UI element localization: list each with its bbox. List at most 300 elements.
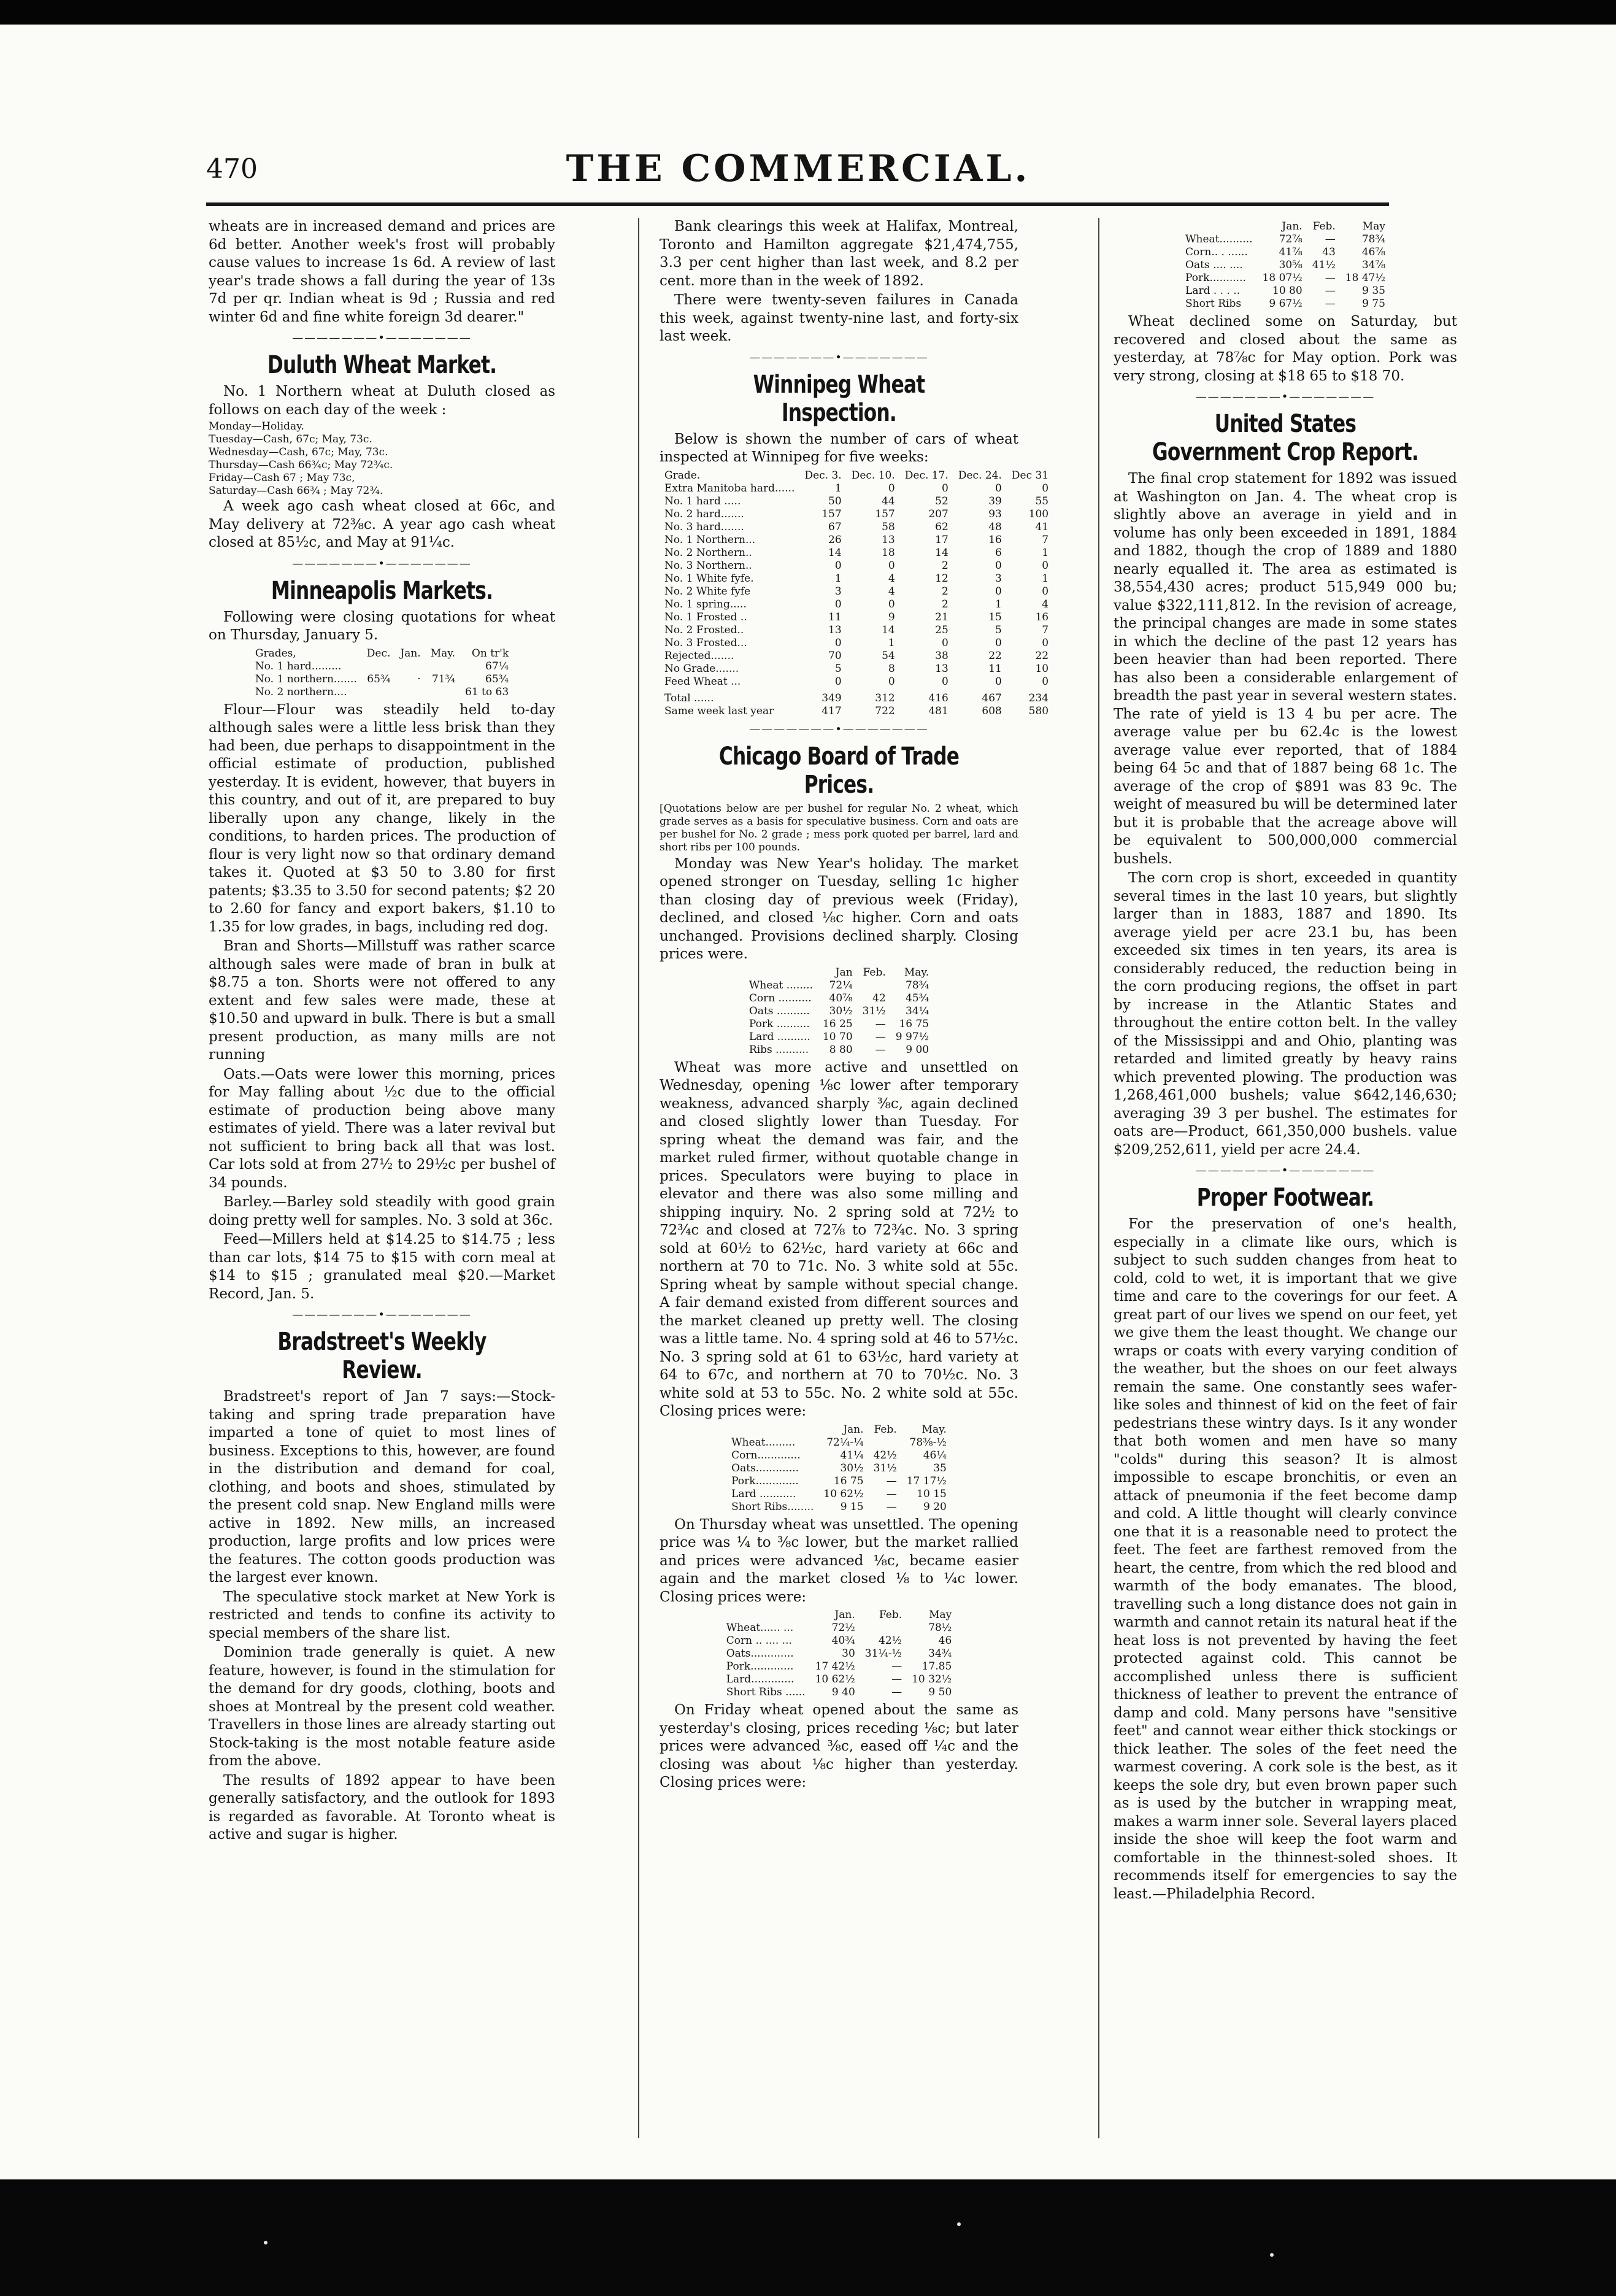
chicago-friday: On Friday wheat opened about the same as yesterday's closing, prices receding ⅛c; but later prices were advanced ⅜c, eased off ¼c and the closing was about ⅛c higher than yesterday. Closing prices were: (660, 1702, 1018, 1790)
scan-speck (264, 2241, 267, 2244)
table-cell (362, 660, 396, 673)
table-cell: 1 (995, 598, 1002, 611)
table-cell: 13 (882, 533, 895, 546)
table-cell: 0 (888, 598, 895, 611)
table-cell: 349 (821, 691, 842, 704)
column-header: On tr'k (471, 647, 509, 660)
table-cell: 417 (821, 704, 842, 717)
column-header: Jan. (843, 1423, 864, 1436)
table-cell: 39 (988, 495, 1002, 507)
table-cell: Feed Wheat ... (664, 675, 741, 688)
table-cell: Corn.. . ...... (1185, 246, 1248, 258)
table-row (1180, 285, 1390, 298)
table-cell: 8 80 (829, 1043, 853, 1056)
table-cell: 18 47½ (1345, 272, 1385, 284)
intro-paragraph: wheats are in increased demand and prices are 6d better. Another week's frost will probably cause values to increase 1s 6d. A review of last year's trade shows a fall during the year of 13s 7d per qr. Indian wheat is 9d ; Russia and red winter 6d and fine white foreign 3d dearer." (209, 218, 555, 325)
table-cell: No. 1 Northern... (664, 533, 756, 546)
table-cell: 0 (834, 636, 842, 649)
table-cell: 93 (988, 507, 1002, 520)
table-cell: 580 (1028, 704, 1049, 717)
table-row (726, 1475, 952, 1488)
table-row (726, 1436, 952, 1449)
table-cell: 61 to 63 (465, 685, 509, 698)
table-cell: 10 32½ (912, 1673, 952, 1685)
column-header (721, 1609, 810, 1622)
table-cell: 157 (821, 507, 842, 520)
table-row (250, 686, 514, 699)
table-cell: 30½ (829, 1004, 853, 1017)
table-cell: Short Ribs........ (731, 1500, 814, 1513)
table-row (660, 663, 1053, 676)
column-header: Feb. (1312, 220, 1336, 233)
table-cell: 31½ (862, 1004, 886, 1017)
table-row (744, 992, 934, 1005)
table-cell: 13 (935, 662, 948, 675)
bradstreet-paragraph: Dominion trade generally is quiet. A new feature, however, is found in the stimulation for the demand for dry goods, clothing, boots and shoes at Montreal by the present cold weather. Travellers in those lines are already starting out Stock-taking is the most notable feature aside from the above. (209, 1644, 555, 1769)
table-cell: 16 75 (833, 1474, 864, 1487)
table-cell: 65¾ (367, 672, 391, 685)
column-left (209, 218, 555, 2173)
column-header: Feb. (874, 1423, 897, 1436)
table-cell: 72¼ (829, 979, 853, 992)
table-cell: 62 (935, 520, 948, 533)
crop-paragraph: The final crop statement for 1892 was issued at Washington on Jan. 4. The wheat crop is slightly above an average in yield and in volume has only been exceeded in 1891, 1884 and 1882, though the crop of 1889 and 1880 nearly equalled it. The area as estimated is 38,554,430 acres; product 515,949 000 bu; value $322,111,812. In the revision of acreage, the principal changes are made in some states in which the decline of the past 12 years has been heavier than had been reported. There has also been a considerable enlargement of breadth the past year in several western states. The rate of yield is 13 4 bu per acre. The average value per bu 62.4c is the lowest average value ever reported, that of 1884 being 64 5c and that of 1887 being 68 1c. The average of the crop of $891 was 83 9c. The weight of measured bu will be determined later but it is probable that the acreage above will be equivalent to 500,000,000 commercial bushels. (1114, 471, 1457, 867)
table-row (660, 624, 1053, 637)
table-cell (426, 686, 460, 699)
table-cell: 40⅞ (829, 992, 853, 1004)
minneapolis-lead: Following were closing quotations for wheat on Thursday, January 5. (209, 609, 555, 643)
table-cell: 0 (941, 675, 948, 688)
table-cell: 16 (1035, 611, 1049, 623)
table-row (660, 495, 1053, 508)
section-ornament (660, 722, 1018, 738)
table-cell: 78¾ (906, 979, 929, 992)
table-cell: — (1325, 298, 1336, 310)
table-cell: 0 (1042, 675, 1049, 688)
column-header: May (929, 1609, 952, 1621)
column-header: May (1362, 220, 1385, 233)
table-cell: 0 (1042, 559, 1049, 572)
table-cell: Oats .......... (748, 1004, 810, 1017)
table-cell: Oats .... .... (1185, 259, 1243, 271)
failures-paragraph: There were twenty-seven failures in Canada this week, against twenty-nine last, and forty-six last week. (660, 292, 1018, 344)
table-cell (869, 1436, 902, 1449)
table-cell: 1 (834, 572, 842, 585)
table-cell: 72⅞ (1279, 233, 1302, 245)
table-row (660, 482, 1053, 495)
barley-paragraph: Barley.—Barley sold steadily with good grain doing pretty well for samples. No. 3 sold at 36c. (209, 1194, 555, 1228)
table-cell: 2 (941, 585, 948, 598)
table-row (660, 598, 1053, 611)
table-cell: Ribs .......... (748, 1043, 809, 1056)
table-cell: 38 (935, 649, 948, 662)
table-cell: Same week last year (664, 704, 774, 717)
table-cell: No. 2 northern.... (255, 685, 347, 698)
table-cell: No. 3 Northern.. (664, 559, 752, 572)
table-row (660, 534, 1053, 547)
table-cell: — (886, 1474, 897, 1487)
column-header: Grades, (255, 647, 296, 660)
table-cell: 6 (995, 546, 1002, 559)
table-cell: Corn .......... (748, 992, 812, 1004)
table-row (660, 705, 1053, 718)
table-cell: 9 97½ (895, 1030, 929, 1043)
table-cell: 3 (834, 585, 842, 598)
table-cell: 31½ (873, 1462, 897, 1474)
table-cell: 9 00 (906, 1043, 929, 1056)
table-cell: 46¼ (923, 1449, 947, 1462)
table-cell: 4 (1042, 598, 1049, 611)
table-cell (395, 686, 425, 699)
column-header: Dec. 17. (904, 469, 948, 482)
duluth-close: A week ago cash wheat closed at 66c, and May delivery at 72⅜c. A year ago cash wheat closed at 85½c, and May at 91¼c. (209, 498, 555, 550)
table-cell: 11 (988, 662, 1002, 675)
duluth-daily-list (209, 420, 555, 498)
table-cell: 44 (882, 495, 895, 507)
table-cell: Pork .......... (748, 1017, 810, 1030)
table-cell: No Grade....... (664, 662, 739, 675)
table-cell: 67¼ (485, 660, 509, 672)
table-cell: 4 (888, 572, 895, 585)
table-cell: 10 62½ (815, 1673, 855, 1685)
table-cell: 14 (882, 623, 895, 636)
scan-top-border (0, 0, 1616, 25)
table-cell: No. 3 hard....... (664, 520, 744, 533)
section-ornament (660, 350, 1018, 366)
table-cell: 35 (933, 1462, 947, 1474)
table-cell: 17.85 (922, 1660, 952, 1673)
column-divider (638, 218, 639, 2138)
table-cell: Corn .. .... ... (726, 1635, 792, 1647)
table-cell: Lard............. (726, 1673, 795, 1685)
table-cell: 0 (995, 636, 1002, 649)
table-cell: 0 (995, 675, 1002, 688)
table-cell: 45¾ (906, 992, 929, 1004)
table-cell: 17 42½ (815, 1660, 855, 1673)
table-header-row (744, 966, 934, 979)
table-cell (858, 979, 891, 992)
table-row (721, 1673, 957, 1686)
friday-prices-table (1180, 220, 1390, 310)
table-cell: 70 (828, 649, 842, 662)
list-item: Friday—Cash 67 ; May 73c, (209, 472, 355, 484)
table-cell: No. 1 hard ..... (664, 495, 741, 507)
table-row (250, 660, 514, 673)
table-header-row (1180, 220, 1390, 233)
table-row (1180, 259, 1390, 272)
table-cell: 17 (935, 533, 948, 546)
table-cell: 46 (938, 1635, 952, 1647)
table-cell: 0 (888, 675, 895, 688)
minneapolis-heading: Minneapolis Markets. (271, 576, 493, 605)
column-divider (1098, 218, 1099, 2138)
table-cell (426, 660, 460, 673)
table-row (660, 572, 1053, 585)
table-cell: No. 2 Frosted.. (664, 623, 744, 636)
table-header-row (250, 647, 514, 660)
table-cell: 42 (872, 992, 886, 1004)
table-cell: 65¾ (485, 672, 509, 685)
table-row (660, 688, 1053, 705)
table-cell: 78⅜-½ (909, 1436, 947, 1449)
table-row (660, 676, 1053, 688)
table-cell: 12 (935, 572, 948, 585)
table-cell: 10 80 (1272, 285, 1302, 297)
table-cell: 0 (834, 559, 842, 572)
bank-clearings-paragraph: Bank clearings this week at Halifax, Montreal, Toronto and Hamilton aggregate $21,474,755, 3.3 per cent higher than last week, and 8.2 per cent. more than in the week of 1892. (660, 218, 1018, 289)
table-cell: 0 (941, 482, 948, 495)
column-header: Dec. 3. (804, 469, 842, 482)
chicago-monday: Monday was New Year's holiday. The market opened stronger on Tuesday, selling 1c higher than closing day of previous week (Friday), declined, and closed ⅛c higher. Corn and oats unchanged. Provisions declined sharply. Closing prices were. (660, 855, 1018, 962)
masthead-title: THE COMMERCIAL. (566, 147, 1031, 190)
table-cell: Wheat......... (731, 1436, 796, 1449)
table-cell: 48 (988, 520, 1002, 533)
table-cell: 9 (888, 611, 895, 623)
table-cell: 5 (995, 623, 1002, 636)
table-row (744, 1018, 934, 1031)
table-cell: Short Ribs ...... (726, 1686, 806, 1698)
table-cell: 11 (828, 611, 842, 623)
column-header: Jan. (1282, 220, 1302, 233)
table-cell: 0 (888, 559, 895, 572)
chicago-prices-table (744, 966, 934, 1057)
table-cell: 34¾ (928, 1647, 952, 1660)
table-cell: 43 (1322, 246, 1336, 258)
section-ornament (209, 1307, 555, 1323)
table-cell: 10 15 (917, 1487, 947, 1500)
table-cell: 9 15 (840, 1500, 864, 1513)
table-cell: Pork............. (726, 1660, 794, 1673)
table-cell: 0 (941, 636, 948, 649)
table-cell: 67 (828, 520, 842, 533)
table-cell: 10 (1035, 662, 1049, 675)
table-cell: 58 (882, 520, 895, 533)
table-cell: — (891, 1673, 902, 1685)
table-cell (395, 660, 425, 673)
table-cell: 52 (935, 495, 948, 507)
table-cell: — (875, 1030, 886, 1043)
table-cell: Lard . . . .. (1185, 285, 1241, 297)
winnipeg-heading: Winnipeg Wheat Inspection. (753, 370, 925, 427)
table-cell: — (886, 1487, 897, 1500)
scan-bottom-border (0, 2179, 1616, 2296)
table-cell: — (875, 1017, 886, 1030)
table-cell: — (1325, 272, 1336, 284)
duluth-heading: Duluth Wheat Market. (267, 351, 497, 379)
table-cell: 608 (982, 704, 1002, 717)
table-cell: No. 3 Frosted... (664, 636, 747, 649)
table-cell: 50 (828, 495, 842, 507)
table-cell: 0 (834, 598, 842, 611)
table-cell: 78¾ (1361, 233, 1385, 245)
table-cell: 722 (875, 704, 895, 717)
table-cell: Oats............. (731, 1462, 799, 1474)
table-row (660, 521, 1053, 534)
table-row (660, 585, 1053, 598)
table-cell: 55 (1035, 495, 1049, 507)
table-cell: 46⅞ (1361, 246, 1385, 258)
table-row (744, 1005, 934, 1018)
page-header (206, 147, 1390, 202)
table-cell: 3 (995, 572, 1002, 585)
table-cell: 17 17½ (906, 1474, 947, 1487)
table-cell: 22 (988, 649, 1002, 662)
table-cell: 1 (1042, 572, 1049, 585)
winnipeg-lead: Below is shown the number of cars of wheat inspected at Winnipeg for five weeks: (660, 431, 1018, 465)
section-ornament (1114, 1163, 1457, 1179)
chicago-note: [Quotations below are per bushel for regular No. 2 wheat, which grade serves as a basis for speculative business. Corn and oats are per bushel for No. 2 grade ; mess pork quoted per barrel, lard and short ribs per 100 pounds. (660, 802, 1018, 853)
table-cell: 9 75 (1362, 298, 1385, 310)
chicago-wednesday: Wheat was more active and unsettled on Wednesday, opening ⅛c lower after temporary weakness, advanced sharply ⅜c, again declined and closed slightly lower than Tuesday. For spring wheat the demand was fair, and the market ruled firmer, without quotable change in prices. Speculators were buying to place in elevator and there was also some milling and shipping inquiry. No. 2 spring sold at 72½ to 72¾c and closed at 72⅞ to 72¾c. No. 3 spring sold at 60½ to 62½c, hard variety at 66c and northern at 70 to 71c. No. 3 white sold at 55c. Spring wheat by sample without special change. A fair demand existed from different sources and the market cleaned up pretty well. The closing was a little tame. No. 4 spring sold at 46 to 57½c. No. 3 spring sold at 61 to 63½c, hard variety at 64 to 67c, and northern at 70 to 70½c. No. 3 white sold at 53 to 55c. No. 2 white sold at 55c. Closing prices were: (660, 1059, 1018, 1419)
table-cell: 14 (935, 546, 948, 559)
table-cell: · (417, 672, 421, 685)
flour-paragraph: Flour—Flour was steadily held to-day although sales were a little less brisk than they had been, due perhaps to disappointment in the official estimate of production, published yesterday. It is evident, however, that buyers in this country, and out of it, are prepared to buy liberally upon any change, likely in the conditions, to harden prices. The production of flour is very light now so that ordinary demand takes it. Quoted at $3 50 to 3.80 for first patents; $3.35 to 3.50 for second patents; $2 20 to 2.60 for fancy and export bakers, $1.10 to 1.35 for low grades, in bags, including red dog. (209, 701, 555, 935)
table-cell: Extra Manitoba hard...... (664, 482, 795, 495)
column-header: Feb. (879, 1609, 902, 1621)
table-cell: 41⅞ (1279, 246, 1302, 258)
table-cell: 7 (1042, 533, 1049, 546)
table-cell: Wheat...... ... (726, 1622, 794, 1634)
table-cell: 41 (1035, 520, 1049, 533)
table-cell: 9 67½ (1269, 298, 1302, 310)
table-cell: — (875, 1043, 886, 1056)
table-row (660, 611, 1053, 624)
winnipeg-inspection-table (660, 469, 1053, 718)
table-cell (362, 686, 396, 699)
column-header: Dec. (366, 647, 391, 660)
table-row (660, 650, 1053, 663)
table-cell: Pork........... (1185, 272, 1246, 284)
table-cell: Pork............. (731, 1474, 799, 1487)
list-item: Monday—Holiday. (209, 420, 304, 433)
table-cell: 26 (828, 533, 842, 546)
table-cell: 41½ (1312, 259, 1336, 271)
table-cell: 416 (928, 691, 948, 704)
table-cell: 13 (828, 623, 842, 636)
table-cell: Wheat.......... (1185, 233, 1253, 245)
table-row (726, 1449, 952, 1462)
chicago-thursday: On Thursday wheat was unsettled. The opening price was ¼ to ⅜c lower, but the market rallied and prices were advanced ⅛c, became easier again and the market closed ⅛ to ¼c lower. Closing prices were: (660, 1516, 1018, 1605)
table-row (1180, 233, 1390, 246)
table-cell: 100 (1028, 507, 1049, 520)
table-cell: 54 (882, 649, 895, 662)
column-header: Jan. (834, 1609, 855, 1621)
table-cell: 30 (842, 1647, 855, 1660)
table-row (721, 1635, 957, 1647)
table-cell: Rejected....... (664, 649, 734, 662)
column-header: Dec. 10. (851, 469, 895, 482)
table-row (721, 1686, 957, 1699)
table-cell: 0 (1042, 636, 1049, 649)
bradstreet-heading: Bradstreet's Weekly Review. (277, 1328, 487, 1384)
section-ornament (1114, 389, 1457, 405)
table-cell: 0 (888, 482, 895, 495)
list-item: Tuesday—Cash, 67c; May, 73c. (209, 433, 372, 445)
table-cell: No. 2 hard....... (664, 507, 744, 520)
table-header-row (660, 469, 1053, 482)
bradstreet-paragraph: Bradstreet's report of Jan 7 says:—Stock-taking and spring trade preparation have imparted a tone of quiet to most lines of business. Exceptions to this, however, are found in the distribution and demand for coal, clothing, and boots and shoes, stimulated by the present cold snap. New England mills were active in 1892. New mills, an increased production, large profits and low prices were the features. The cotton goods production was the largest ever known. (209, 1389, 555, 1585)
table-row (721, 1647, 957, 1660)
table-cell: 22 (1035, 649, 1049, 662)
table-cell: Corn............. (731, 1449, 801, 1462)
table-cell: 234 (1028, 691, 1049, 704)
footwear-heading: Proper Footwear. (1196, 1184, 1374, 1212)
table-cell: 34¼ (906, 1004, 929, 1017)
table-cell: 72¼-¼ (826, 1436, 864, 1449)
duluth-lead: No. 1 Northern wheat at Duluth closed as follows on each day of the week : (209, 383, 555, 418)
chicago-prices-table (721, 1609, 957, 1699)
table-cell: 14 (828, 546, 842, 559)
table-cell: Wheat ........ (748, 979, 813, 992)
table-cell: Oats............. (726, 1647, 794, 1660)
table-cell: 207 (928, 507, 948, 520)
table-cell: — (1325, 233, 1336, 245)
table-cell: No. 1 northern....... (255, 672, 357, 685)
table-cell: 9 20 (923, 1500, 947, 1513)
table-row (744, 1044, 934, 1057)
table-cell: 5 (834, 662, 842, 675)
table-cell: 0 (995, 482, 1002, 495)
table-row (1180, 246, 1390, 259)
table-cell: 0 (1042, 585, 1049, 598)
crop-report-heading: United States Government Crop Report. (1152, 410, 1418, 466)
column-header (744, 966, 818, 979)
table-cell: 1 (888, 636, 895, 649)
column-header: Jan. (400, 647, 421, 660)
column-header: May. (430, 647, 455, 660)
page-number: 470 (206, 153, 258, 185)
table-cell: 0 (995, 559, 1002, 572)
table-cell: 9 40 (831, 1686, 855, 1698)
table-row (660, 508, 1053, 521)
table-cell: 42½ (879, 1635, 902, 1647)
bran-paragraph: Bran and Shorts—Millstuff was rather scarce although sales were made of bran in bulk at $8.75 a ton. Shorts were not offered to any extent and few sales were made, these at $10.50 and upward in bulk. There is but a small present production, as many mills are not running (209, 938, 555, 1063)
bradstreet-paragraph: The speculative stock market at New York is restricted and tends to confine its activity to special members of the share list. (209, 1589, 555, 1641)
table-cell: 16 25 (822, 1017, 853, 1030)
table-header-row (721, 1609, 957, 1622)
chicago-prices-table (726, 1423, 952, 1514)
table-cell: — (891, 1686, 902, 1698)
table-row (744, 979, 934, 992)
section-ornament (209, 556, 555, 572)
section-ornament (209, 330, 555, 346)
table-row (1180, 298, 1390, 310)
table-cell: 312 (875, 691, 895, 704)
table-cell: 18 07½ (1262, 272, 1302, 284)
table-cell: 41¼ (840, 1449, 864, 1462)
table-row (250, 673, 514, 686)
table-cell: 25 (935, 623, 948, 636)
table-row (726, 1501, 952, 1514)
feed-paragraph: Feed—Millers held at $14.25 to $14.75 ; less than car lots, $14 75 to $15 with corn meal at $14 to $15 ; granulated meal $20.—Market Record, Jan. 5. (209, 1231, 555, 1302)
table-cell: 31¼-½ (864, 1647, 902, 1660)
table-cell: — (891, 1660, 902, 1673)
table-cell: No. 1 hard......... (255, 660, 342, 672)
table-cell: 4 (888, 585, 895, 598)
table-cell: 40¾ (831, 1635, 855, 1647)
table-cell: 21 (935, 611, 948, 623)
column-header (1180, 220, 1258, 233)
table-cell: Lard ........... (731, 1487, 796, 1500)
table-cell: 30½ (840, 1462, 864, 1474)
column-header: May. (904, 966, 929, 979)
table-cell: 8 (888, 662, 895, 675)
column-header: Dec 31 (1011, 469, 1049, 482)
table-cell: 9 35 (1362, 285, 1385, 297)
column-header: Feb. (863, 966, 886, 979)
table-cell: 16 (988, 533, 1002, 546)
table-header-row (726, 1423, 952, 1436)
